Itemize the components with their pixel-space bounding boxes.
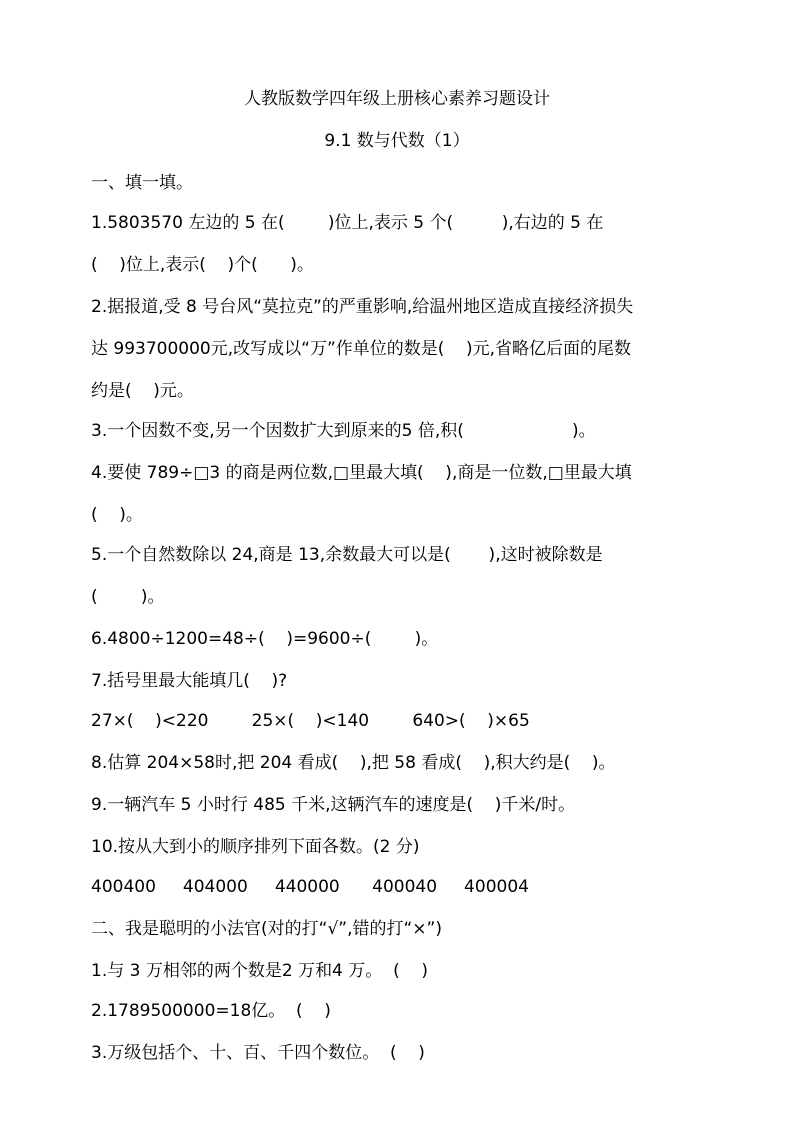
question-line: 2.据报道,受 8 号台风“莫拉克”的严重影响,给温州地区造成直接经济损失 xyxy=(91,297,634,317)
question-line: 4.要使 789÷□3 的商是两位数,□里最大填( ),商是一位数,□里最大填 xyxy=(91,463,632,483)
question-line: 10.按从大到小的顺序排列下面各数。(2 分) xyxy=(91,837,420,857)
section-heading-true-false: 二、我是聪明的小法官(对的打“√”,错的打“×”) xyxy=(91,919,442,939)
question-line: 达 993700000元,改写成以“万”作单位的数是( )元,省略亿后面的尾数 xyxy=(91,339,632,359)
question-line: 约是( )元。 xyxy=(91,381,194,401)
question-line: 27×( )<220 25×( )<140 640>( )×65 xyxy=(91,711,530,731)
question-line: 8.估算 204×58时,把 204 看成( ),把 58 看成( ),积大约是( )。 xyxy=(91,753,616,773)
page-subtitle: 9.1 数与代数（1） xyxy=(324,131,470,151)
judgement-line: 3.万级包括个、十、百、千四个数位。 ( ) xyxy=(91,1043,425,1063)
question-line: ( )。 xyxy=(91,505,143,525)
question-line: 3.一个因数不变,另一个因数扩大到原来的5 倍,积( )。 xyxy=(91,421,596,441)
question-line: 6.4800÷1200=48÷( )=9600÷( )。 xyxy=(91,629,439,649)
number-list: 400400 404000 440000 400040 400004 xyxy=(91,877,529,897)
question-line: ( )位上,表示( )个( )。 xyxy=(91,255,314,275)
judgement-line: 1.与 3 万相邻的两个数是2 万和4 万。 ( ) xyxy=(91,961,428,981)
judgement-line: 2.1789500000=18亿。 ( ) xyxy=(91,1001,331,1021)
question-line: 1.5803570 左边的 5 在( )位上,表示 5 个( ),右边的 5 在 xyxy=(91,213,604,233)
section-heading-fill-in: 一、填一填。 xyxy=(91,173,193,193)
question-line: 7.括号里最大能填几( )? xyxy=(91,671,288,691)
page-title: 人教版数学四年级上册核心素养习题设计 xyxy=(244,89,550,109)
question-line: ( )。 xyxy=(91,587,165,607)
question-line: 9.一辆汽车 5 小时行 485 千米,这辆汽车的速度是( )千米/时。 xyxy=(91,795,576,815)
question-line: 5.一个自然数除以 24,商是 13,余数最大可以是( ),这时被除数是 xyxy=(91,545,603,565)
